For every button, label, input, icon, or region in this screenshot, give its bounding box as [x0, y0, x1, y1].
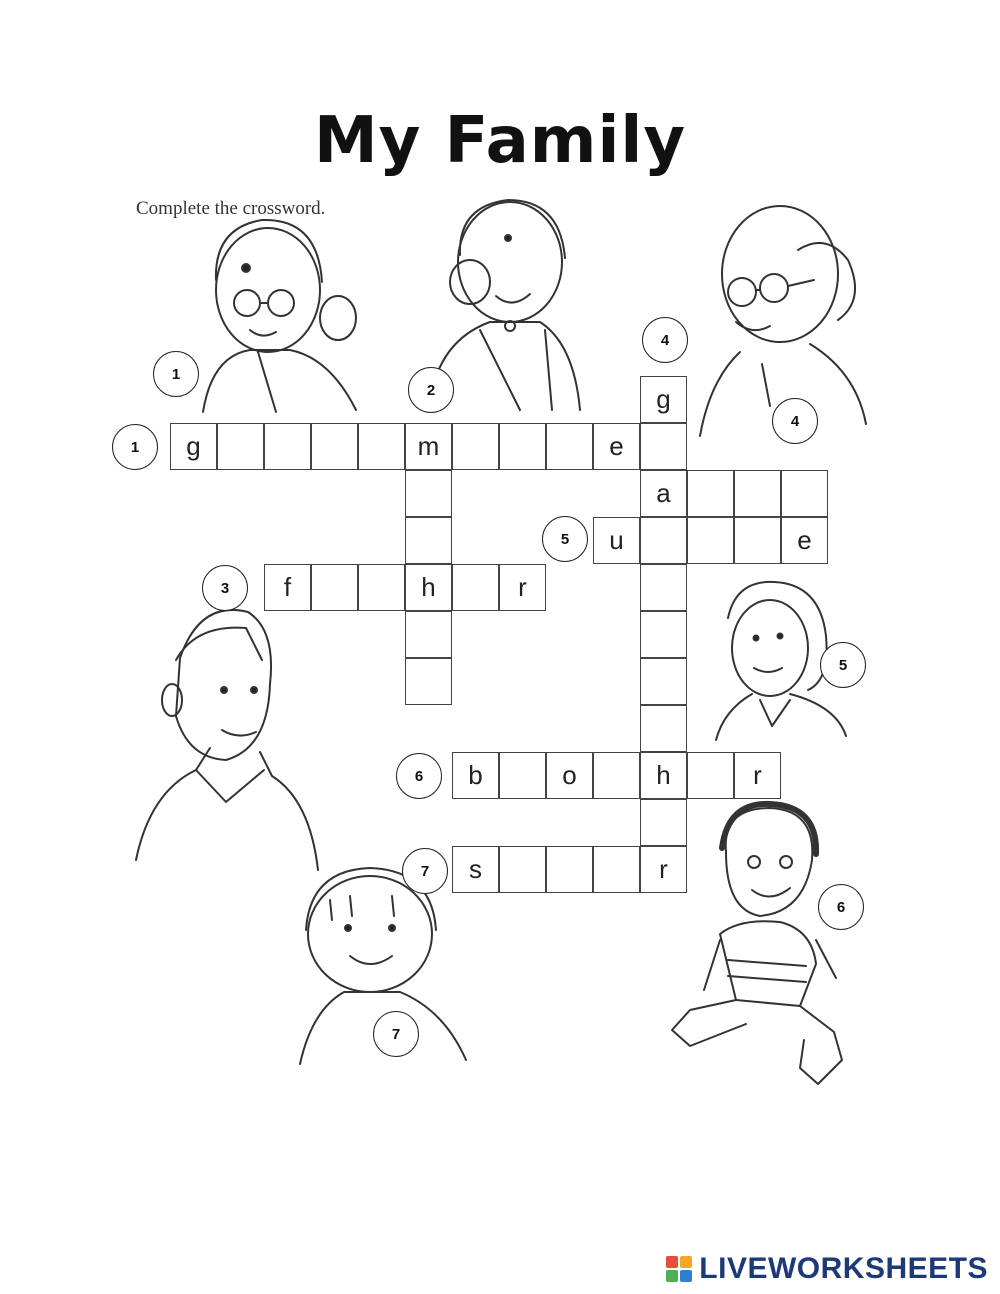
cell-1-across-7[interactable] [452, 423, 499, 470]
cell-4-down-6[interactable] [640, 611, 687, 658]
cell-1-across-11[interactable] [640, 423, 687, 470]
cell-5-across-4[interactable] [734, 517, 781, 564]
clue-number-4-down: 4 [642, 317, 688, 363]
grandmother-illustration [203, 220, 356, 412]
liveworksheets-logo [665, 1252, 988, 1286]
cell-4-down-3: a [640, 470, 687, 517]
cell-1-across-6: m [405, 423, 452, 470]
cell-4-down-5[interactable] [640, 564, 687, 611]
clue-number-row-3: 3 [202, 565, 248, 611]
cell-1-across-9[interactable] [546, 423, 593, 470]
clue-number-sister: 7 [373, 1011, 419, 1057]
clue-number-mother: 2 [408, 367, 454, 413]
cell-3-across-2[interactable] [311, 564, 358, 611]
clue-number-uncle: 5 [820, 642, 866, 688]
cell-3-across-3[interactable] [358, 564, 405, 611]
cell-1-across-1: g [170, 423, 217, 470]
cell-5-across-2[interactable] [640, 517, 687, 564]
clue-number-row-5: 5 [542, 516, 588, 562]
cell-7-across-3[interactable] [546, 846, 593, 893]
cell-6-across-4[interactable] [593, 752, 640, 799]
cell-2-down-3[interactable] [405, 517, 452, 564]
cell-1-across-10: e [593, 423, 640, 470]
cell-4-down-7[interactable] [640, 658, 687, 705]
cell-6-across-6[interactable] [687, 752, 734, 799]
cell-4-down-10[interactable] [640, 799, 687, 846]
cell-6-across-7: r [734, 752, 781, 799]
father-illustration [136, 610, 318, 870]
cell-row-a-4[interactable] [781, 470, 828, 517]
cell-1-across-5[interactable] [358, 423, 405, 470]
clue-number-grandmother: 1 [153, 351, 199, 397]
clue-number-row-7: 7 [402, 848, 448, 894]
cell-7-across-4[interactable] [593, 846, 640, 893]
clue-number-brother: 6 [818, 884, 864, 930]
cell-6-across-3: o [546, 752, 593, 799]
cell-2-down-6[interactable] [405, 658, 452, 705]
cell-7-across-1: s [452, 846, 499, 893]
cell-1-across-4[interactable] [311, 423, 358, 470]
cell-1-across-3[interactable] [264, 423, 311, 470]
cell-6-across-5: h [640, 752, 687, 799]
cell-2-down-2[interactable] [405, 470, 452, 517]
cell-6-across-1: b [452, 752, 499, 799]
cell-4-down-8[interactable] [640, 705, 687, 752]
page-title: My Family [313, 104, 687, 178]
cell-5-across-1: u [593, 517, 640, 564]
brand-name: LIVEWORKSHEETS [699, 1252, 988, 1285]
cell-2-down-5[interactable] [405, 611, 452, 658]
cell-4-down-1: g [640, 376, 687, 423]
cell-row-a-2[interactable] [687, 470, 734, 517]
cell-5-across-3[interactable] [687, 517, 734, 564]
clue-number-grandfather: 4 [772, 398, 818, 444]
cell-1-across-8[interactable] [499, 423, 546, 470]
cell-3-across-5[interactable] [452, 564, 499, 611]
clue-number-row-1: 1 [112, 424, 158, 470]
cell-7-across-5: r [640, 846, 687, 893]
cell-3-across-4: h [405, 564, 452, 611]
mother-illustration [430, 200, 580, 410]
clue-number-row-6: 6 [396, 753, 442, 799]
cell-5-across-5: e [781, 517, 828, 564]
liveworksheets-icon [665, 1255, 693, 1283]
cell-3-across-6: r [499, 564, 546, 611]
cell-row-a-3[interactable] [734, 470, 781, 517]
cell-1-across-2[interactable] [217, 423, 264, 470]
cell-3-across-1: f [264, 564, 311, 611]
cell-7-across-2[interactable] [499, 846, 546, 893]
instruction-text: Complete the crossword. [136, 198, 326, 219]
brother-illustration [672, 804, 842, 1084]
cell-6-across-2[interactable] [499, 752, 546, 799]
